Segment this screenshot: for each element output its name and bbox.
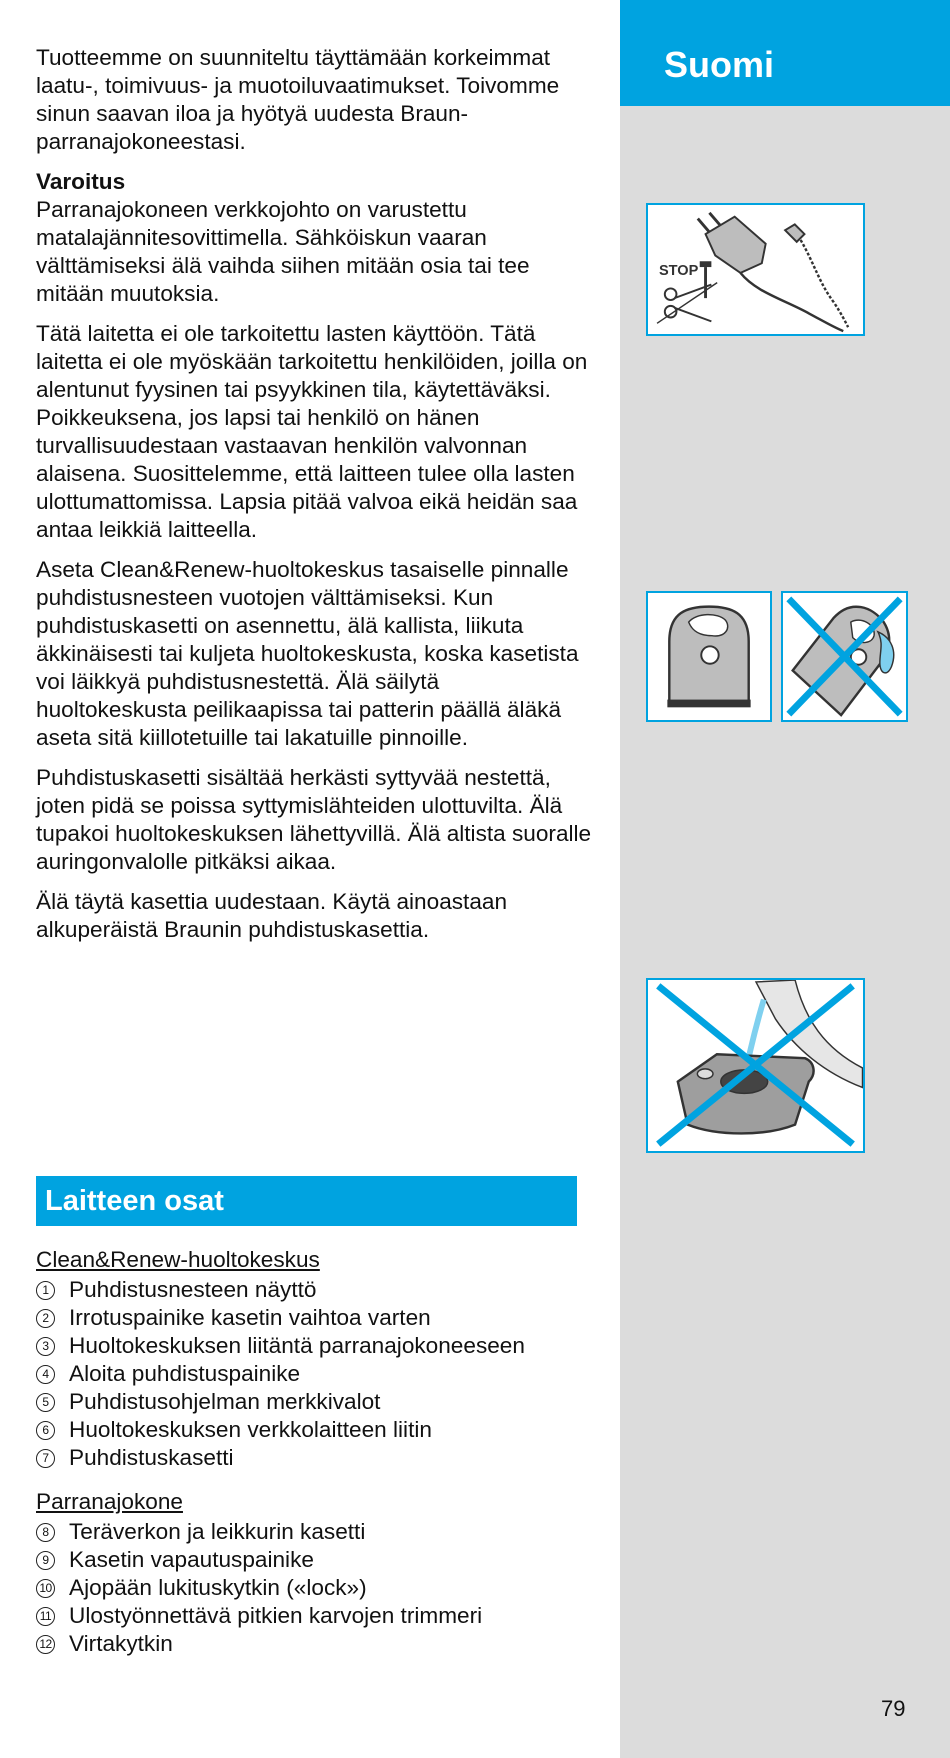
shaver-heading: Parranajokone — [36, 1489, 183, 1514]
item-label: Ulostyönnettävä pitkien karvojen trimmeri — [69, 1603, 483, 1628]
children-paragraph: Tätä laitetta ei ole tarkoitettu lasten käyttöön. Tätä laitetta ei ole myöskään tarkoitettu henkilöiden, joilla on alentunut fyysinen tai psyykkinen tila, käytettäväksi. Poikkeuksena, jos lapsi tai henkilö on hänen turvallisuudestaan vastaavan henkilön valvonnan alaisena. Suosittelemme, että laitteen tulee olla lasten ulottumattomissa. Lapsia pitää valvoa eikä heidän saa antaa leikkiä laitteella. — [36, 321, 588, 542]
item-number: 9 — [36, 1551, 55, 1570]
item-label: Virtakytkin — [69, 1631, 173, 1656]
item-number: 7 — [36, 1449, 55, 1468]
parts-section-bar — [36, 1176, 577, 1226]
stop-label: STOP — [658, 262, 699, 279]
item-label: Huoltokeskuksen verkkolaitteen liitin — [69, 1417, 432, 1442]
item-number: 1 — [36, 1281, 55, 1300]
item-number: 12 — [36, 1635, 55, 1654]
item-label: Huoltokeskuksen liitäntä parranajokoneeseen — [69, 1333, 525, 1358]
item-label: Puhdistusohjelman merkkivalot — [69, 1389, 381, 1414]
item-label: Irrotuspainike kasetin vaihtoa varten — [69, 1305, 431, 1330]
item-label: Kasetin vapautuspainike — [69, 1547, 314, 1572]
flammable-paragraph: Puhdistuskasetti sisältää herkästi syttyvää nestettä, joten pidä se poissa syttymislähteiden ulottuvilta. Älä tupakoi huoltokeskuksen lähettyvillä. Älä altista suoralle auringonvalolle pitkäksi aikaa. — [36, 765, 592, 874]
plug-illustration — [648, 205, 863, 334]
item-label: Aloita puhdistuspainike — [69, 1361, 301, 1386]
item-number: 5 — [36, 1393, 55, 1412]
item-number: 11 — [36, 1607, 55, 1626]
language-banner — [620, 0, 950, 106]
item-label: Teräverkon ja leikkurin kasetti — [69, 1519, 366, 1544]
list-item — [36, 1416, 616, 1444]
clean-renew-list — [36, 1276, 616, 1472]
shaver-parts — [36, 1488, 616, 1658]
list-item — [36, 1546, 616, 1574]
item-number: 8 — [36, 1523, 55, 1542]
station-upright-figure — [646, 591, 772, 722]
list-item — [36, 1388, 616, 1416]
item-label: Ajopään lukituskytkin («lock») — [69, 1575, 367, 1600]
station-tilted-figure — [781, 591, 908, 722]
item-number: 6 — [36, 1421, 55, 1440]
clean-renew-parts — [36, 1246, 616, 1472]
item-label: Puhdistuskasetti — [69, 1445, 234, 1470]
item-label: Puhdistusnesteen näyttö — [69, 1277, 317, 1302]
language-title: Suomi — [664, 44, 775, 85]
shaver-list — [36, 1518, 616, 1658]
station-tilted-illustration — [783, 593, 906, 720]
list-item — [36, 1444, 616, 1472]
parts-section-title: Laitteen osat — [45, 1185, 224, 1217]
clean-renew-heading: Clean&Renew-huoltokeskus — [36, 1247, 320, 1272]
page-number: 79 — [881, 1696, 906, 1721]
list-item — [36, 1574, 616, 1602]
list-item — [36, 1518, 616, 1546]
warning-heading: Varoitus — [36, 169, 126, 194]
list-item — [36, 1332, 616, 1360]
list-item — [36, 1630, 616, 1658]
refill-paragraph: Älä täytä kasettia uudestaan. Käytä ainoastaan alkuperäistä Braunin puhdistuskasettia. — [36, 889, 508, 942]
placement-paragraph: Aseta Clean&Renew-huoltokeskus tasaiselle pinnalle puhdistusnesteen vuotojen välttämiseksi. Kun puhdistuskasetti on asennettu, älä kallista, liikuta äkkinäisesti tai kuljeta huoltokeskusta, koska kasetista voi läikkyä puhdistusnestettä. Älä säilytä huoltokeskusta peilikaapissa tai patterin päällä äläkä aseta sitä kiillotetuille tai lakatuille pinnoille. — [36, 557, 579, 750]
intro-paragraph: Tuotteemme on suunniteltu täyttämään korkeimmat laatu-, toimivuus- ja muotoiluvaatimukset. Toivomme sinun saavan iloa ja hyötyä uudesta Braun-parranajokoneestasi. — [36, 45, 560, 154]
station-upright-illustration — [648, 593, 770, 720]
warning-paragraph: Parranajokoneen verkkojohto on varustettu matalajännitesovittimella. Sähköiskun vaaran välttämiseksi älä vaihda siihen mitään osia tai tee mitään muutoksia. — [36, 197, 530, 306]
list-item — [36, 1304, 616, 1332]
item-number: 2 — [36, 1309, 55, 1328]
plug-warning-figure — [646, 203, 865, 336]
warning-block — [36, 168, 596, 308]
no-refill-illustration — [648, 980, 863, 1151]
item-number: 4 — [36, 1365, 55, 1384]
intro-text — [36, 44, 596, 956]
no-refill-figure — [646, 978, 865, 1153]
list-item — [36, 1602, 616, 1630]
item-number: 10 — [36, 1579, 55, 1598]
list-item — [36, 1276, 616, 1304]
item-number: 3 — [36, 1337, 55, 1356]
list-item — [36, 1360, 616, 1388]
